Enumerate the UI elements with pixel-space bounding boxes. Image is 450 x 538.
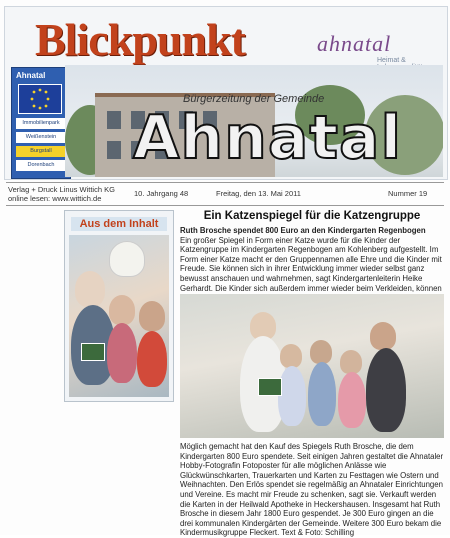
brand-title: Blickpunkt	[35, 14, 245, 65]
panel-badge: Weißenstein	[16, 132, 66, 143]
article-credit: Text & Foto: Schilling	[281, 528, 355, 538]
sidebar-title: Aus dem Inhalt	[71, 217, 167, 231]
issue-info-bar	[6, 182, 444, 206]
panel-badge: Dorenbach	[16, 160, 66, 171]
article-subheadline: Ruth Brosche spendet 800 Euro an den Kindergarten Regenbogen	[180, 226, 426, 235]
municipality-panel	[11, 67, 71, 179]
main-article	[180, 210, 444, 538]
article-lead-text: Ein großer Spiegel in Form einer Katze wurde für die Kinder der Katzengruppe im Kindergarten Regenbogen am Kohlenberg aufgestellt. Im Form einer Katze macht er den Gruppennamen alle Ehre und die Kinder mit Freude. Sie können sich in ihrer Entwicklung immer wieder selbst ganz bewusst anschauen und wahrnehmen, sagt Kindergartenleiterin Heike Gerhardt. Die Kinder sich außerdem immer wieder beim Verkleiden, können	[180, 235, 442, 293]
issue-year: 10. Jahrgang 48	[134, 189, 189, 198]
panel-badge: Immobilienpark	[16, 118, 66, 129]
brand-subtitle: ahnatal	[317, 31, 392, 56]
article-body	[180, 442, 444, 538]
eu-flag-icon	[18, 84, 62, 114]
issue-date: Freitag, den 13. Mai 2011	[216, 189, 301, 198]
panel-badge: Burgstall	[16, 146, 66, 157]
masthead-town-name: Ahnatal	[133, 103, 403, 173]
masthead-subtitle: Bürgerzeitung der Gemeinde	[183, 93, 325, 105]
contents-sidebar	[64, 210, 174, 402]
publisher: Verlag + Druck Linus Wittich KG	[8, 185, 115, 194]
tagline: Heimat &	[377, 57, 406, 64]
sidebar-photo	[69, 235, 169, 397]
panel-label: Ahnatal	[16, 71, 46, 80]
article-headline: Ein Katzenspiegel für die Katzengruppe	[203, 210, 421, 222]
article-lead	[180, 226, 444, 303]
online-link: online lesen: www.wittich.de	[8, 194, 102, 203]
article-photo	[180, 294, 444, 438]
issue-number: Nummer 19	[388, 189, 428, 198]
masthead	[4, 6, 448, 180]
article-body-text: Möglich gemacht hat den Kauf des Spiegels Ruth Brosche, die dem Kindergarten 800 Euro spendete. Seit einigen Jahren gestaltet die Ahnataler Hobby-Fotografin Fotoposter für alle möglichen Anlässe wie Glückwünschkarten, Trauerkarten und Karten zu Festtagen wie Ostern und Weihnachten. Den Erlös spendet sie regelmäßig an Ahnataler Einrichtungen und Vereine. Es macht mir Freude zu schenken, sagt sie. Verkauft werden die Karten in der Heilwald Apotheke in Heckershausen. Insgesamt hat Ruth Brosche in diesem Jahr 1800 Euro gespendet. Je 300 Euro gingen an die drei kommunalen Kindergärten der Gemeinde. Weitere 300 Euro bekam die Kindermusikgruppe Fleckert.	[180, 442, 444, 538]
